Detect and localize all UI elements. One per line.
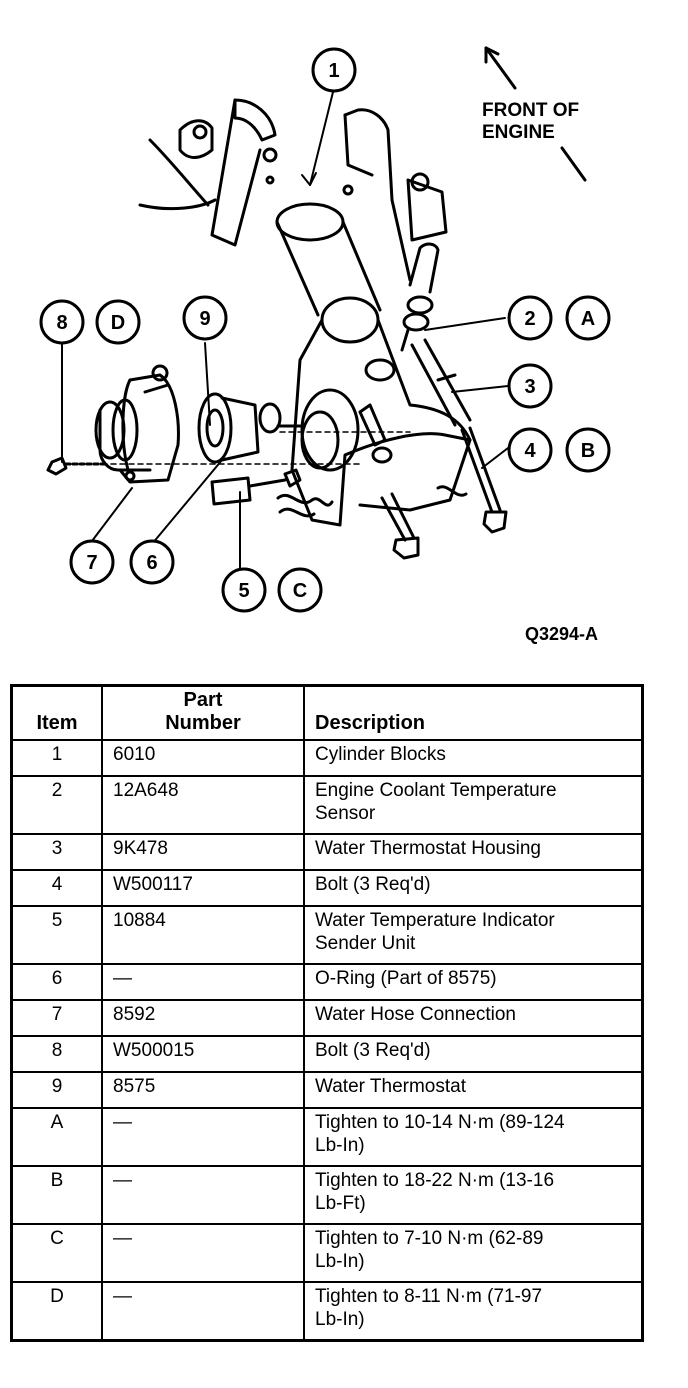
cell-part: — bbox=[102, 1166, 304, 1224]
desc-line2: Lb-In) bbox=[315, 1309, 365, 1330]
header-item: Item bbox=[12, 686, 103, 741]
desc-line1: Cylinder Blocks bbox=[315, 744, 446, 765]
cell-item: 5 bbox=[12, 906, 103, 964]
exploded-parts-diagram bbox=[0, 0, 688, 660]
header-part-line1: Part bbox=[183, 689, 223, 711]
bolt-item8-drawing bbox=[48, 458, 105, 474]
desc-line1: Engine Coolant Temperature bbox=[315, 780, 557, 801]
cell-description bbox=[304, 740, 643, 776]
desc-line1: Water Temperature Indicator bbox=[315, 910, 555, 931]
desc-line1: O-Ring (Part of 8575) bbox=[315, 968, 497, 989]
cell-part: 9K478 bbox=[102, 834, 304, 870]
table-row bbox=[12, 1036, 643, 1072]
cylinder-block-drawing bbox=[277, 110, 446, 315]
cell-item: 2 bbox=[12, 776, 103, 834]
cell-description bbox=[304, 906, 643, 964]
table-row bbox=[12, 1224, 643, 1282]
callout-B: B bbox=[580, 440, 596, 462]
callout-C: C bbox=[292, 580, 308, 602]
callout-D: D bbox=[110, 312, 126, 334]
cell-description bbox=[304, 870, 643, 906]
front-of-engine-label-line1: FRONT OF bbox=[482, 100, 580, 121]
cell-part: — bbox=[102, 1282, 304, 1341]
cell-item: B bbox=[12, 1166, 103, 1224]
cell-item: 7 bbox=[12, 1000, 103, 1036]
table-row bbox=[12, 1108, 643, 1166]
header-part-line2: Number bbox=[165, 712, 241, 734]
cell-part: 6010 bbox=[102, 740, 304, 776]
desc-line2: Sensor bbox=[315, 803, 376, 824]
cell-item: 1 bbox=[12, 740, 103, 776]
desc-line2: Sender Unit bbox=[315, 933, 416, 954]
cell-item: 6 bbox=[12, 964, 103, 1000]
cell-item: C bbox=[12, 1224, 103, 1282]
table-row bbox=[12, 906, 643, 964]
coolant-sensor-drawing bbox=[402, 244, 438, 350]
table-row bbox=[12, 870, 643, 906]
sender-unit-drawing bbox=[212, 470, 300, 504]
callout-A: A bbox=[580, 308, 596, 330]
cell-description bbox=[304, 1282, 643, 1341]
cell-part: 12A648 bbox=[102, 776, 304, 834]
callout-6: 6 bbox=[146, 552, 158, 574]
callout-8: 8 bbox=[56, 312, 68, 334]
figure-id: Q3294-A bbox=[525, 624, 599, 644]
cell-part: 10884 bbox=[102, 906, 304, 964]
thermostat-housing-drawing bbox=[292, 298, 470, 525]
cell-description bbox=[304, 1000, 643, 1036]
cell-part: — bbox=[102, 964, 304, 1000]
engine-bracket-drawing bbox=[140, 100, 276, 245]
table-header-row bbox=[12, 686, 643, 741]
desc-line2: Lb-Ft) bbox=[315, 1193, 366, 1214]
desc-line1: Water Thermostat Housing bbox=[315, 838, 541, 859]
desc-line2: Lb-In) bbox=[315, 1135, 365, 1156]
cell-item: 8 bbox=[12, 1036, 103, 1072]
cell-description bbox=[304, 1166, 643, 1224]
desc-line1: Bolt (3 Req'd) bbox=[315, 874, 431, 895]
desc-line1: Tighten to 10-14 N·m (89-124 bbox=[315, 1112, 565, 1133]
table-row bbox=[12, 1072, 643, 1108]
table-row bbox=[12, 834, 643, 870]
lower-bolt-drawing bbox=[278, 487, 466, 558]
callout-2: 2 bbox=[524, 308, 536, 330]
front-of-engine-label-line2: ENGINE bbox=[482, 122, 555, 143]
cell-part: 8575 bbox=[102, 1072, 304, 1108]
cell-part: 8592 bbox=[102, 1000, 304, 1036]
callout-1: 1 bbox=[328, 60, 340, 82]
cell-item: 9 bbox=[12, 1072, 103, 1108]
callout-5: 5 bbox=[238, 580, 250, 602]
cell-item: A bbox=[12, 1108, 103, 1166]
cell-part: — bbox=[102, 1108, 304, 1166]
cell-part: W500117 bbox=[102, 870, 304, 906]
table-row bbox=[12, 964, 643, 1000]
cell-item: D bbox=[12, 1282, 103, 1341]
cell-item: 4 bbox=[12, 870, 103, 906]
table-row bbox=[12, 1166, 643, 1224]
callout-4: 4 bbox=[524, 440, 536, 462]
callout-7: 7 bbox=[86, 552, 98, 574]
header-description: Description bbox=[304, 686, 643, 741]
table-row bbox=[12, 776, 643, 834]
cell-description bbox=[304, 776, 643, 834]
cell-description bbox=[304, 1224, 643, 1282]
cell-description bbox=[304, 1072, 643, 1108]
callout-3: 3 bbox=[524, 376, 536, 398]
desc-line1: Tighten to 18-22 N·m (13-16 bbox=[315, 1170, 555, 1191]
desc-line1: Water Thermostat bbox=[315, 1076, 466, 1097]
thermostat-drawing bbox=[199, 394, 300, 462]
parts-table bbox=[10, 684, 644, 1342]
table-row bbox=[12, 1282, 643, 1341]
cell-part: W500015 bbox=[102, 1036, 304, 1072]
cell-part: — bbox=[102, 1224, 304, 1282]
cell-description bbox=[304, 834, 643, 870]
cell-description bbox=[304, 1108, 643, 1166]
cell-item: 3 bbox=[12, 834, 103, 870]
desc-line1: Water Hose Connection bbox=[315, 1004, 517, 1025]
header-part-number bbox=[102, 686, 304, 741]
table-row bbox=[12, 740, 643, 776]
desc-line1: Tighten to 7-10 N·m (62-89 bbox=[315, 1228, 544, 1249]
desc-line1: Bolt (3 Req'd) bbox=[315, 1040, 431, 1061]
desc-line1: Tighten to 8-11 N·m (71-97 bbox=[315, 1286, 543, 1307]
cell-description bbox=[304, 1036, 643, 1072]
cell-description bbox=[304, 964, 643, 1000]
desc-line2: Lb-In) bbox=[315, 1251, 365, 1272]
callout-9: 9 bbox=[199, 308, 211, 330]
table-row bbox=[12, 1000, 643, 1036]
